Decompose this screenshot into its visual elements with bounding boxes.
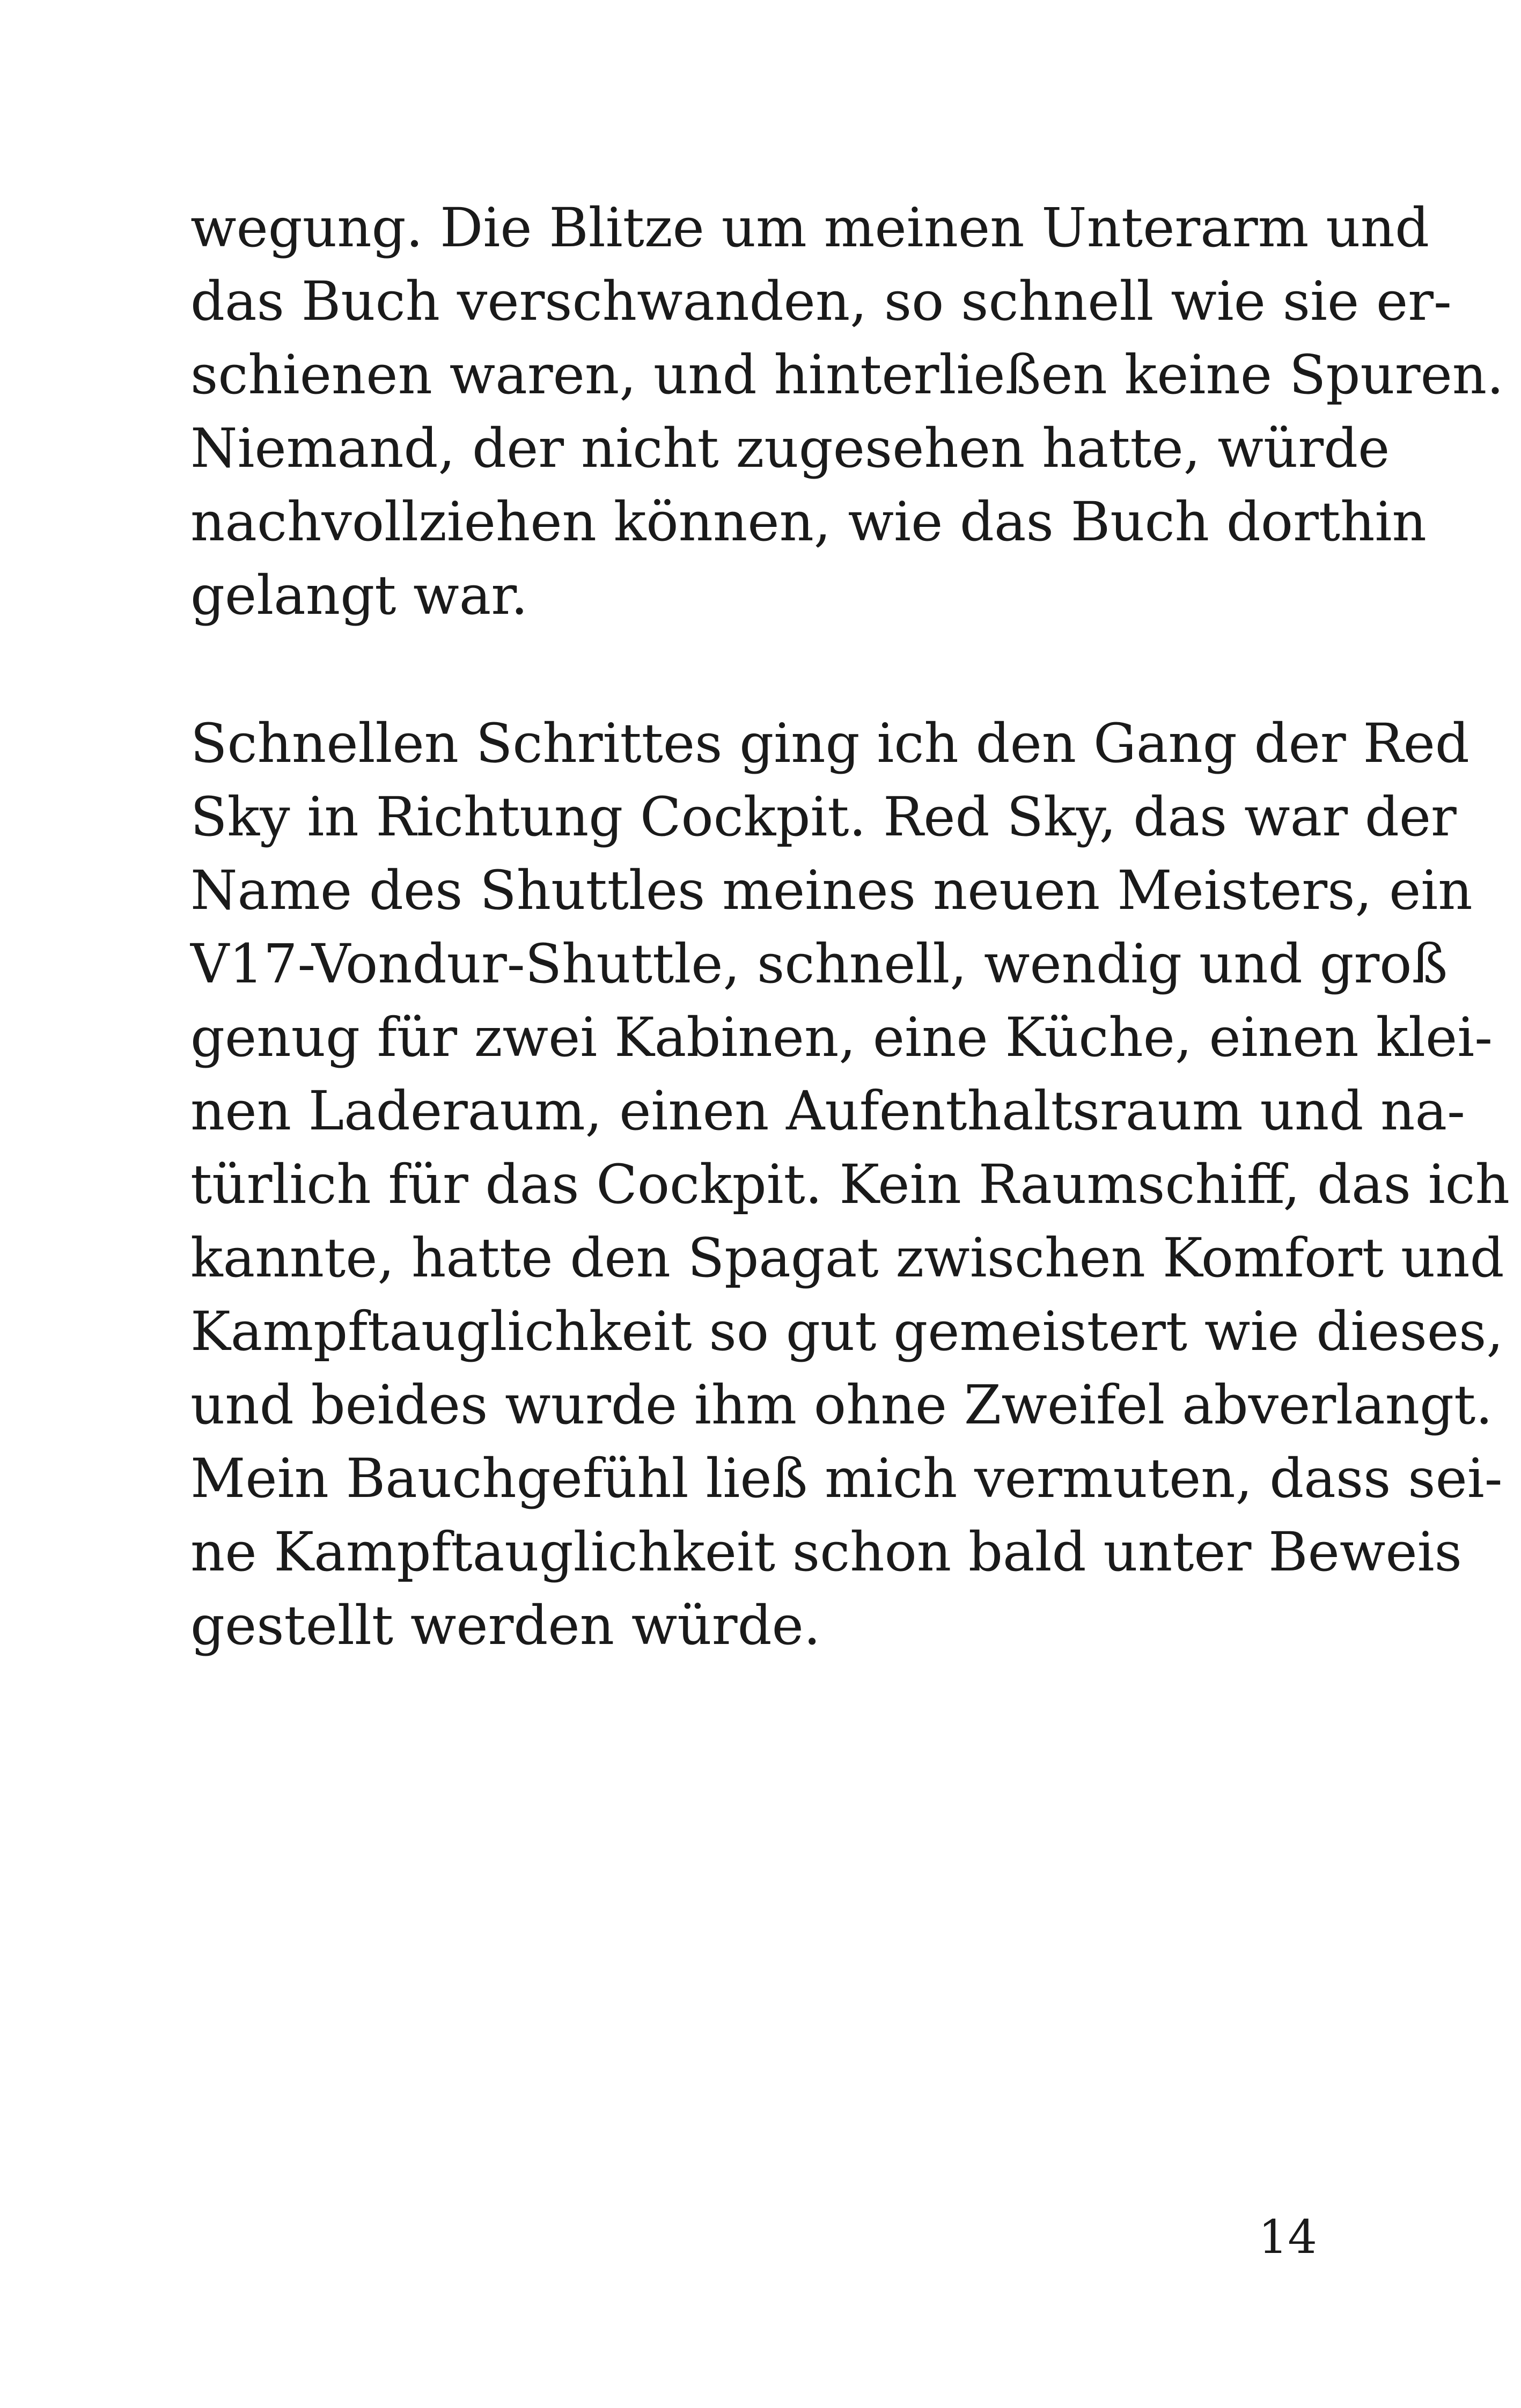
text-line: nen Laderaum, einen Aufenthaltsraum und na- [190,1080,1465,1142]
text-line: Name des Shuttles meines neuen Meisters, ein [190,859,1473,922]
text-line: Schnellen Schrittes ging ich den Gang der Red [190,712,1469,775]
text-line: türlich für das Cockpit. Kein Raumschiff, das ich [190,1153,1510,1216]
text-line: und beides wurde ihm ohne Zweifel abverlangt. [190,1374,1493,1436]
text-line: Mein Bauchgefühl ließ mich vermuten, dass sei- [190,1447,1503,1510]
text-line: V17-Vondur-Shuttle, schnell, wendig und groß [190,933,1448,995]
text-line: nachvollziehen können, wie das Buch dorthin [190,490,1427,553]
text-line: kannte, hatte den Spagat zwischen Komfort und [190,1227,1504,1289]
paragraph-1 [190,191,1504,632]
text-line: wegung. Die Blitze um meinen Unterarm und [190,196,1430,259]
page-number: 14 [1258,2211,1317,2264]
paragraph-2 [190,707,1510,1662]
text-line: ne Kampftauglichkeit schon bald unter Beweis [190,1521,1462,1583]
text-line: gelangt war. [190,564,528,627]
text-line: Sky in Richtung Cockpit. Red Sky, das war der [190,785,1457,848]
text-line: Kampftauglichkeit so gut gemeistert wie dieses, [190,1300,1504,1363]
text-line: genug für zwei Kabinen, eine Küche, einen klei- [190,1006,1493,1069]
text-line: das Buch verschwanden, so schnell wie sie er- [190,270,1452,333]
text-line: schienen waren, und hinterließen keine Spuren. [190,343,1504,406]
text-line: gestellt werden würde. [190,1594,821,1657]
text-line: Niemand, der nicht zugesehen hatte, würde [190,417,1390,480]
